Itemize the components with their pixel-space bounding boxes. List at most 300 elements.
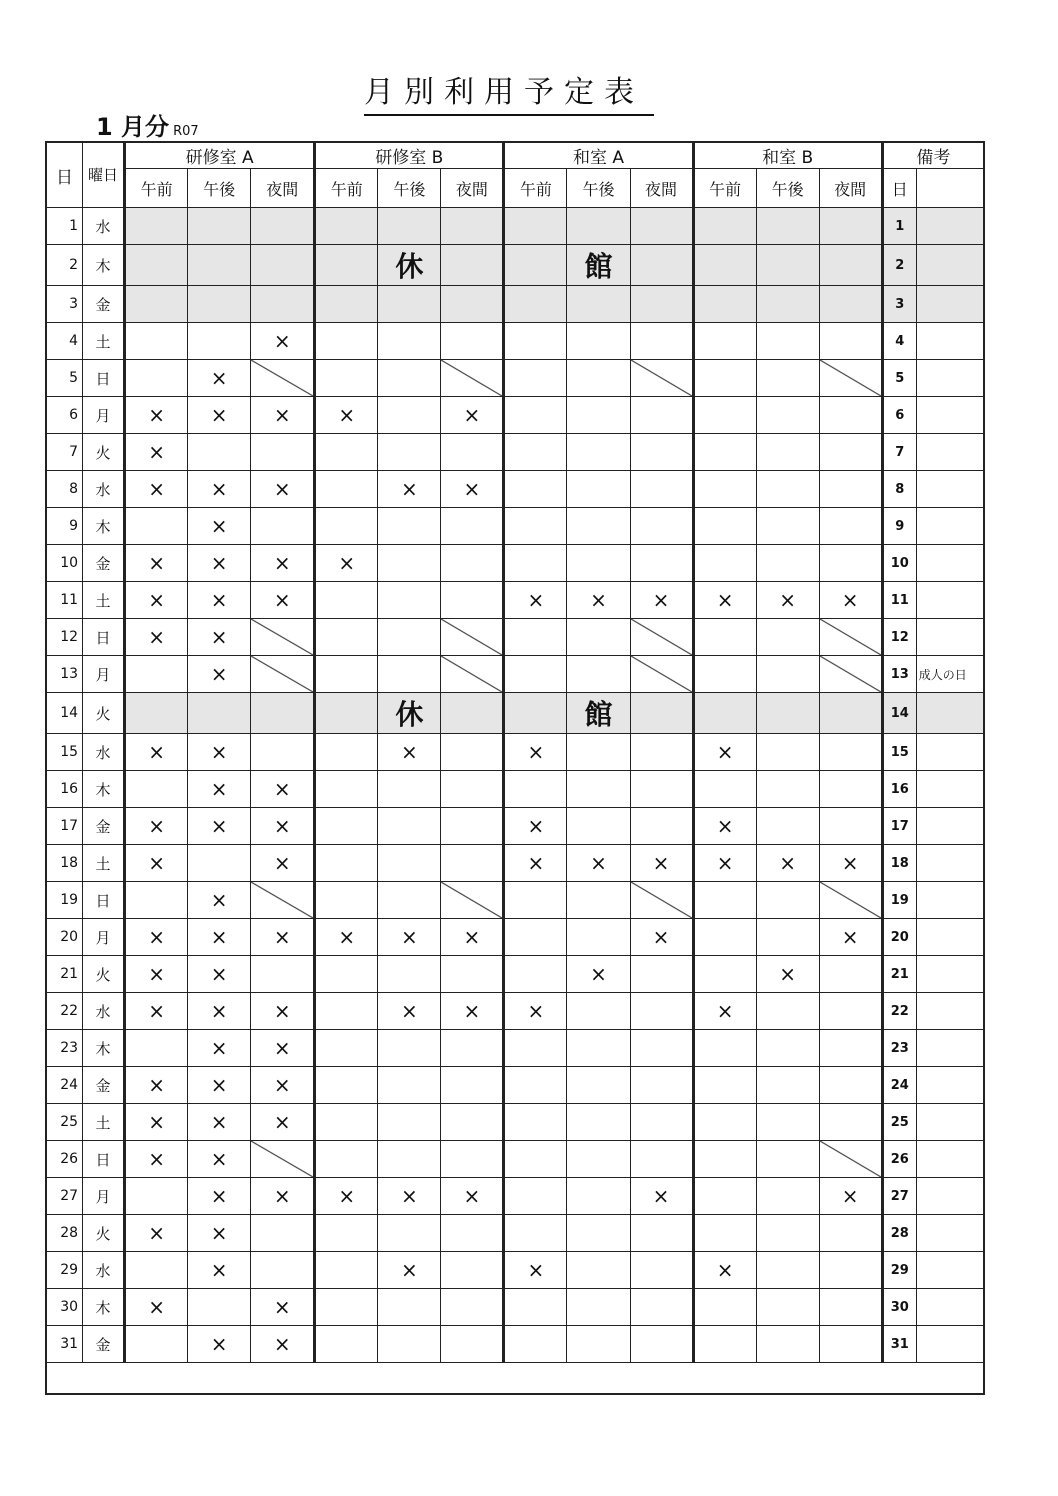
booked-slot: × [188,619,251,656]
weekday: 水 [83,734,125,771]
empty-slot [819,693,882,734]
empty-slot [756,397,819,434]
booked-slot: × [188,1104,251,1141]
empty-slot [756,808,819,845]
remark-text [916,545,983,582]
remark-day-number: 1 [882,208,916,245]
remark-day-number: 25 [882,1104,916,1141]
empty-slot [188,1289,251,1326]
empty-slot [756,656,819,693]
header-slot-1-2: 午後 [188,169,251,208]
booked-slot: × [188,545,251,582]
empty-slot [378,208,441,245]
empty-slot [251,1252,315,1289]
empty-slot [756,1289,819,1326]
empty-slot [441,1326,504,1363]
empty-slot [378,771,441,808]
weekday: 火 [83,434,125,471]
booked-slot: × [251,471,315,508]
table-row [47,845,984,882]
empty-slot [630,508,693,545]
weekday: 金 [83,1326,125,1363]
table-row [47,1141,984,1178]
schedule-body [47,143,984,1363]
empty-slot [693,919,756,956]
empty-slot [441,545,504,582]
empty-slot [315,1141,378,1178]
header-slot-4-3: 夜間 [819,169,882,208]
booked-slot: × [756,956,819,993]
closed-label [567,693,630,734]
booked-slot: × [567,845,630,882]
booked-slot: × [188,1178,251,1215]
empty-slot [630,1215,693,1252]
empty-slot [441,434,504,471]
empty-slot [630,397,693,434]
remark-day-number: 18 [882,845,916,882]
header-room-washitsu-a: 和室 A [504,143,693,169]
empty-slot [756,882,819,919]
booked-slot: × [819,1178,882,1215]
booked-slot: × [251,545,315,582]
empty-slot [125,771,188,808]
empty-slot [125,286,188,323]
booked-slot: × [125,1215,188,1252]
weekday: 水 [83,471,125,508]
booked-slot: × [693,845,756,882]
table-row [47,993,984,1030]
day-number: 1 [47,208,83,245]
booked-slot: × [125,956,188,993]
weekday: 日 [83,619,125,656]
booked-slot: × [125,1104,188,1141]
table-row [47,771,984,808]
empty-slot [630,286,693,323]
unavailable-slot [251,656,315,693]
unavailable-slot [819,1141,882,1178]
booked-slot: × [251,1030,315,1067]
empty-slot [504,286,567,323]
booked-slot: × [188,771,251,808]
empty-slot [378,1289,441,1326]
empty-slot [630,734,693,771]
booked-slot: × [251,323,315,360]
header-remarks-day: 日 [882,169,916,208]
empty-slot [504,1326,567,1363]
empty-slot [819,1252,882,1289]
empty-slot [315,734,378,771]
empty-slot [567,993,630,1030]
empty-slot [567,1104,630,1141]
empty-slot [441,693,504,734]
booked-slot: × [567,582,630,619]
empty-slot [315,1215,378,1252]
empty-slot [567,434,630,471]
unavailable-slot [630,360,693,397]
booked-slot: × [441,397,504,434]
empty-slot [378,545,441,582]
empty-slot [504,882,567,919]
remark-day-number: 13 [882,656,916,693]
table-row [47,208,984,245]
empty-slot [756,1178,819,1215]
booked-slot: × [315,545,378,582]
remark-text [916,1104,983,1141]
remark-day-number: 19 [882,882,916,919]
empty-slot [693,545,756,582]
empty-slot [693,1030,756,1067]
booked-slot: × [693,993,756,1030]
empty-slot [504,1030,567,1067]
booked-slot: × [315,1178,378,1215]
booked-slot: × [188,1326,251,1363]
remark-text [916,808,983,845]
header-slot-2-2: 午後 [378,169,441,208]
booked-slot: × [378,1252,441,1289]
weekday: 木 [83,771,125,808]
empty-slot [819,545,882,582]
empty-slot [819,1289,882,1326]
booked-slot: × [125,471,188,508]
booked-slot: × [756,845,819,882]
empty-slot [819,1030,882,1067]
remark-day-number: 11 [882,582,916,619]
empty-slot [693,508,756,545]
weekday: 土 [83,323,125,360]
empty-slot [504,545,567,582]
table-row [47,1289,984,1326]
month-text: 1 月分 [96,113,170,141]
empty-slot [441,734,504,771]
booked-slot: × [188,882,251,919]
empty-slot [315,508,378,545]
table-row [47,1030,984,1067]
empty-slot [504,1104,567,1141]
empty-slot [188,693,251,734]
empty-slot [693,471,756,508]
empty-slot [567,919,630,956]
weekday: 火 [83,1215,125,1252]
empty-slot [441,286,504,323]
empty-slot [756,434,819,471]
empty-slot [188,434,251,471]
empty-slot [693,1215,756,1252]
unavailable-slot [630,619,693,656]
header-room-kenshu-b: 研修室 B [315,143,504,169]
empty-slot [819,323,882,360]
booked-slot: × [693,1252,756,1289]
table-row [47,1178,984,1215]
schedule-table [46,142,984,1363]
remark-day-number: 17 [882,808,916,845]
empty-slot [693,619,756,656]
table-row [47,1326,984,1363]
booked-slot: × [630,1178,693,1215]
table-row [47,471,984,508]
weekday: 水 [83,993,125,1030]
weekday: 月 [83,656,125,693]
empty-slot [630,434,693,471]
empty-slot [188,323,251,360]
empty-slot [756,734,819,771]
booked-slot: × [251,582,315,619]
remark-day-number: 9 [882,508,916,545]
table-row [47,286,984,323]
remark-text [916,508,983,545]
booked-slot: × [819,919,882,956]
remark-text [916,919,983,956]
weekday: 水 [83,208,125,245]
empty-slot [819,1326,882,1363]
empty-slot [504,397,567,434]
empty-slot [188,208,251,245]
booked-slot: × [251,919,315,956]
header-slot-1-1: 午前 [125,169,188,208]
empty-slot [567,734,630,771]
header-slot-4-2: 午後 [756,169,819,208]
empty-slot [315,323,378,360]
weekday: 木 [83,245,125,286]
day-number: 15 [47,734,83,771]
day-number: 21 [47,956,83,993]
day-number: 9 [47,508,83,545]
empty-slot [188,845,251,882]
day-number: 7 [47,434,83,471]
empty-slot [441,582,504,619]
remark-day-number: 23 [882,1030,916,1067]
unavailable-slot [819,656,882,693]
empty-slot [567,1067,630,1104]
empty-slot [441,1289,504,1326]
booked-slot: × [188,734,251,771]
remark-text [916,208,983,245]
booked-slot: × [188,956,251,993]
empty-slot [378,619,441,656]
empty-slot [693,1178,756,1215]
day-number: 10 [47,545,83,582]
empty-slot [378,323,441,360]
day-number: 27 [47,1178,83,1215]
empty-slot [125,882,188,919]
empty-slot [567,208,630,245]
remark-day-number: 8 [882,471,916,508]
day-number: 30 [47,1289,83,1326]
empty-slot [756,471,819,508]
empty-slot [315,1104,378,1141]
empty-slot [125,208,188,245]
empty-slot [504,508,567,545]
empty-slot [756,693,819,734]
day-number: 20 [47,919,83,956]
empty-slot [315,1030,378,1067]
booked-slot: × [188,582,251,619]
booked-slot: × [315,397,378,434]
empty-slot [378,808,441,845]
remark-text [916,1215,983,1252]
booked-slot: × [125,993,188,1030]
day-number: 22 [47,993,83,1030]
empty-slot [693,208,756,245]
empty-slot [125,323,188,360]
empty-slot [315,693,378,734]
booked-slot: × [188,1030,251,1067]
empty-slot [756,919,819,956]
booked-slot: × [504,1252,567,1289]
empty-slot [378,845,441,882]
booked-slot: × [378,919,441,956]
table-row [47,919,984,956]
empty-slot [693,1141,756,1178]
remark-day-number: 22 [882,993,916,1030]
empty-slot [378,1215,441,1252]
booked-slot: × [188,1252,251,1289]
empty-slot [630,1104,693,1141]
empty-slot [819,397,882,434]
empty-slot [567,1326,630,1363]
empty-slot [251,434,315,471]
remark-day-number: 16 [882,771,916,808]
remark-text [916,245,983,286]
empty-slot [756,993,819,1030]
day-number: 25 [47,1104,83,1141]
empty-slot [756,286,819,323]
remark-text [916,582,983,619]
booked-slot: × [504,845,567,882]
empty-slot [441,771,504,808]
empty-slot [504,1178,567,1215]
remark-day-number: 2 [882,245,916,286]
unavailable-slot [630,656,693,693]
empty-slot [567,808,630,845]
empty-slot [630,208,693,245]
empty-slot [819,771,882,808]
empty-slot [378,1030,441,1067]
closed-text: 館 [584,250,613,283]
remark-day-number: 12 [882,619,916,656]
empty-slot [315,993,378,1030]
empty-slot [251,245,315,286]
booked-slot: × [251,845,315,882]
empty-slot [630,1030,693,1067]
booked-slot: × [251,1178,315,1215]
empty-slot [441,1141,504,1178]
weekday: 月 [83,1178,125,1215]
weekday: 木 [83,1289,125,1326]
booked-slot: × [315,919,378,956]
remark-text [916,845,983,882]
empty-slot [567,619,630,656]
table-row [47,545,984,582]
day-number: 23 [47,1030,83,1067]
empty-slot [693,1104,756,1141]
empty-slot [125,1326,188,1363]
remark-day-number: 4 [882,323,916,360]
remark-text [916,882,983,919]
booked-slot: × [756,582,819,619]
closed-label [378,693,441,734]
empty-slot [125,1030,188,1067]
remark-text [916,323,983,360]
empty-slot [378,1067,441,1104]
remark-text [916,1178,983,1215]
empty-slot [441,1067,504,1104]
booked-slot: × [188,397,251,434]
empty-slot [441,1215,504,1252]
weekday: 火 [83,693,125,734]
empty-slot [441,845,504,882]
unavailable-slot [441,619,504,656]
remark-day-number: 6 [882,397,916,434]
booked-slot: × [125,1067,188,1104]
empty-slot [315,208,378,245]
empty-slot [315,1252,378,1289]
day-number: 16 [47,771,83,808]
remark-text [916,693,983,734]
remark-day-number: 20 [882,919,916,956]
day-number: 6 [47,397,83,434]
empty-slot [504,1141,567,1178]
remark-day-number: 5 [882,360,916,397]
empty-slot [315,582,378,619]
day-number: 17 [47,808,83,845]
remark-text [916,286,983,323]
empty-slot [441,323,504,360]
empty-slot [567,323,630,360]
empty-slot [630,956,693,993]
empty-slot [378,1326,441,1363]
empty-slot [125,1178,188,1215]
empty-slot [567,882,630,919]
empty-slot [819,245,882,286]
empty-slot [378,434,441,471]
booked-slot: × [188,1141,251,1178]
booked-slot: × [504,582,567,619]
empty-slot [504,208,567,245]
remark-day-number: 31 [882,1326,916,1363]
empty-slot [630,1326,693,1363]
empty-slot [630,323,693,360]
empty-slot [819,208,882,245]
booked-slot: × [188,993,251,1030]
unavailable-slot [819,360,882,397]
empty-slot [693,397,756,434]
empty-slot [567,286,630,323]
booked-slot: × [251,771,315,808]
empty-slot [504,1215,567,1252]
booked-slot: × [251,1067,315,1104]
weekday: 月 [83,397,125,434]
empty-slot [251,1215,315,1252]
table-row [47,397,984,434]
booked-slot: × [693,582,756,619]
empty-slot [756,1067,819,1104]
remark-text: 成人の日 [916,656,983,693]
empty-slot [567,1252,630,1289]
empty-slot [756,323,819,360]
booked-slot: × [251,1289,315,1326]
empty-slot [315,1326,378,1363]
empty-slot [630,693,693,734]
booked-slot: × [378,993,441,1030]
table-row [47,360,984,397]
day-number: 24 [47,1067,83,1104]
unavailable-slot [251,360,315,397]
empty-slot [693,882,756,919]
remark-text [916,771,983,808]
remark-text [916,734,983,771]
day-number: 19 [47,882,83,919]
booked-slot: × [188,656,251,693]
